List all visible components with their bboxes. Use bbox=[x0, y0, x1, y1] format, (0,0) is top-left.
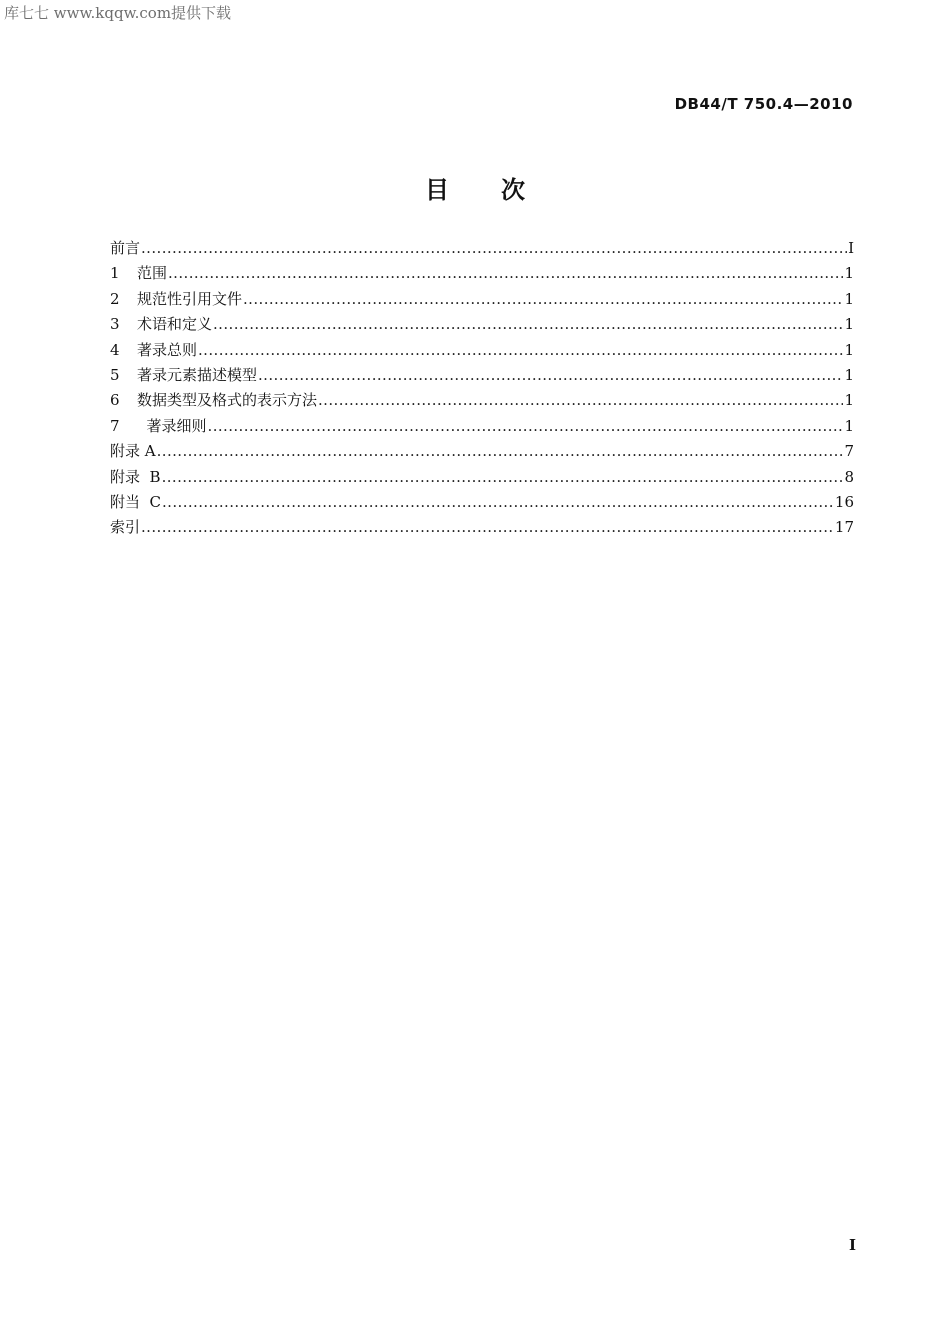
toc-entry-index[interactable] bbox=[110, 515, 854, 540]
toc-entry-label: 附当 C bbox=[110, 492, 162, 511]
page-number: I bbox=[848, 1236, 856, 1254]
toc-entry-page: I bbox=[848, 239, 854, 257]
toc-entry-element-model[interactable] bbox=[110, 363, 854, 388]
toc-entry-page: 7 bbox=[844, 442, 854, 461]
watermark-text: 库七七 www.kqqw.com提供下载 bbox=[4, 4, 232, 22]
toc-entry-label: 规范性引用文件 bbox=[137, 289, 243, 308]
table-of-contents bbox=[110, 236, 854, 541]
toc-leader-dots bbox=[198, 338, 843, 363]
toc-entry-label: 附录 B bbox=[110, 467, 161, 486]
toc-leader-dots bbox=[162, 465, 844, 490]
toc-entry-number: 7 bbox=[110, 416, 120, 435]
toc-entry-label: 附录 A bbox=[110, 442, 156, 461]
toc-entry-label: 著录总则 bbox=[137, 340, 198, 359]
toc-entry-number: 2 bbox=[110, 289, 120, 308]
toc-entry-number: 4 bbox=[110, 340, 120, 359]
toc-title: 目次 bbox=[425, 176, 577, 204]
toc-entry-number: 3 bbox=[110, 315, 120, 334]
toc-entry-detailed-rules[interactable] bbox=[110, 414, 854, 439]
toc-entry-page: 16 bbox=[834, 492, 854, 511]
toc-entry-page: 17 bbox=[834, 518, 854, 537]
toc-entry-data-types[interactable] bbox=[110, 388, 854, 413]
toc-entry-normative-references[interactable] bbox=[110, 287, 854, 312]
toc-leader-dots bbox=[141, 515, 834, 540]
toc-entry-preface[interactable] bbox=[110, 236, 854, 261]
toc-entry-page: 1 bbox=[844, 340, 854, 359]
toc-leader-dots bbox=[168, 261, 843, 286]
toc-entry-page: 1 bbox=[844, 315, 854, 334]
toc-entry-page: 1 bbox=[844, 416, 854, 435]
toc-leader-dots bbox=[213, 312, 843, 337]
toc-entry-label: 著录元素描述模型 bbox=[137, 365, 258, 384]
toc-entry-general-rules[interactable] bbox=[110, 338, 854, 363]
toc-entry-page: 1 bbox=[844, 289, 854, 308]
toc-entry-number: 1 bbox=[110, 264, 120, 283]
toc-entry-label: 范围 bbox=[137, 264, 168, 283]
toc-leader-dots bbox=[318, 388, 843, 413]
toc-entry-page: 1 bbox=[844, 391, 854, 410]
toc-leader-dots bbox=[243, 287, 843, 312]
toc-leader-dots bbox=[208, 414, 844, 439]
toc-entry-appendix-a[interactable] bbox=[110, 439, 854, 464]
toc-entry-appendix-b[interactable] bbox=[110, 465, 854, 490]
toc-entry-label: 著录细则 bbox=[137, 416, 207, 435]
toc-entry-label: 前言 bbox=[110, 239, 141, 257]
toc-entry-page: 1 bbox=[844, 365, 854, 384]
toc-entry-label: 索引 bbox=[110, 518, 141, 537]
toc-entry-page: 8 bbox=[844, 467, 854, 486]
toc-entry-label: 术语和定义 bbox=[137, 315, 213, 334]
toc-entry-number: 5 bbox=[110, 365, 120, 384]
document-code: DB44/T 750.4—2010 bbox=[674, 95, 853, 113]
toc-leader-dots bbox=[258, 363, 843, 388]
toc-entry-scope[interactable] bbox=[110, 261, 854, 286]
toc-entry-appendix-c[interactable] bbox=[110, 490, 854, 515]
toc-leader-dots bbox=[157, 439, 844, 464]
toc-entry-page: 1 bbox=[844, 264, 854, 283]
toc-leader-dots bbox=[141, 236, 847, 261]
toc-leader-dots bbox=[162, 490, 834, 515]
toc-entry-number: 6 bbox=[110, 391, 120, 410]
toc-entry-label: 数据类型及格式的表示方法 bbox=[137, 391, 318, 410]
toc-entry-terms-definitions[interactable] bbox=[110, 312, 854, 337]
